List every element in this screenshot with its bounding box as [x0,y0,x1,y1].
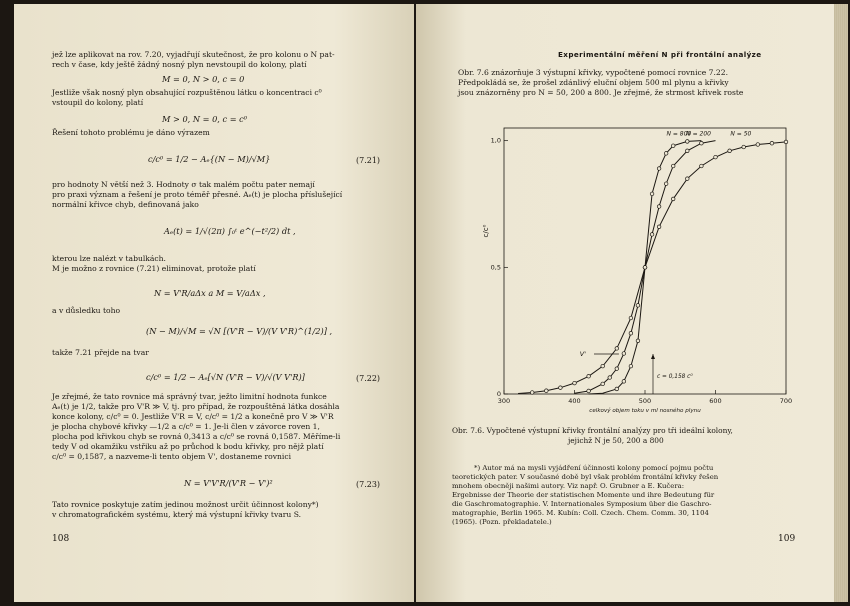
equation: M = 0, N > 0, c = 0 [162,74,245,84]
footnote-line: mnohem obecněji našimi autory. Viz např. O. Grubner a E. Kučera: [452,482,685,490]
y-axis-label: c/c⁰ [482,224,490,238]
book-edge [834,4,848,602]
data-point [671,164,675,168]
equation: (N − M)/√M = √N [(V'R − V)/(V V'R)^(1/2)] , [146,326,333,336]
data-point [622,352,626,356]
text-line: jsou znázorněny pro N = 50, 200 a 800. Je zřejmé, že strmost křivek roste [458,88,744,97]
x-tick-label: 600 [709,397,722,405]
data-point [601,364,605,368]
text-line: M je možno z rovnice (7.21) eliminovat, protože platí [52,264,256,273]
figure-caption: Obr. 7.6. Vypočtené výstupní křivky frontální analýzy pro tři ideální kolony, [452,426,733,435]
x-tick-label: 300 [497,397,511,405]
x-axis-label: celkový objem toku v ml nosného plynu [589,408,701,414]
data-point [636,339,640,343]
data-point [545,389,549,393]
footnote-line: die Gaschromatographie. V. Internationales Symposium über die Gaschro- [452,500,712,508]
data-point [664,152,668,156]
series-label: N = 800 [666,130,692,138]
data-point [657,167,661,171]
text-line: tedy V od okamžiku vstřiku až po průchod k bodu křivky, pro nějž platí [52,442,324,451]
text-line: plocha pod křivkou chyb se rovná 0,3413 a c/c⁰ se rovná 0,1587. Měříme-li [52,432,341,441]
page-number: 108 [52,534,70,544]
text-line: rech v čase, kdy ještě žádný nosný plyn nevstoupil do kolony, platí [52,60,307,69]
footnote-line: *) Autor má na mysli vyjádření účinnosti kolony pomocí pojmu počtu [474,464,714,472]
data-point [686,140,690,144]
text-line: Jestliže však nosný plyn obsahující rozpuštěnou látku o koncentraci c⁰ [52,88,322,97]
v-prime-label: V' [579,349,586,358]
data-point [629,331,633,335]
data-point [629,316,633,320]
footnote-line: (1965). (Pozn. překladatele.) [452,518,552,526]
equation: N = V'V'R/(V'R − V')² [184,478,273,488]
footnote-line: Ergebnisse der Theorie der statistischen Momente und ihre Bedeutung für [452,491,715,499]
data-point [629,364,633,368]
data-point [573,381,577,385]
x-tick-label: 700 [779,397,793,405]
data-point [770,141,774,145]
text-line: vstoupil do kolony, platí [52,98,144,107]
text-line: a v důsledku toho [52,306,121,315]
equation-number: (7.23) [356,480,381,489]
equation: N = V'R/aΔx a M = V/aΔx , [154,288,266,298]
series-label: N = 50 [730,130,752,138]
data-point [686,177,690,181]
data-point [615,347,619,351]
text-line: takže 7.21 přejde na tvar [52,348,149,357]
left-page [14,4,414,602]
x-tick-label: 500 [638,397,652,405]
data-point [559,386,563,390]
data-point [587,389,591,393]
text-line: Je zřejmé, že tato rovnice má správný tvar, ježto limitní hodnota funkce [52,392,327,401]
equation: M > 0, N = 0, c = c⁰ [162,114,248,124]
series-line [518,142,786,394]
c-level-arrowhead [651,354,655,359]
data-point [657,225,661,229]
figure-caption: jejichž N je 50, 200 a 800 [568,436,664,445]
data-point [657,205,661,209]
data-point [714,155,718,159]
text-line: konce kolony, c/c⁰ = 0. Jestliže V'R = V, c/c⁰ = 1/2 a konečně pro V ≫ V'R [52,412,334,421]
equation: c/c⁰ = 1/2 − Aₑ{(N − M)/√M} [148,154,271,164]
data-point [643,266,647,270]
data-point [671,144,675,148]
data-point [664,182,668,186]
text-line: jež lze aplikovat na rov. 7.20, vyjadřují skutečnost, že pro kolonu o N pat- [52,50,335,59]
text-line: Předpokládá se, že prošel zdánlivý eluční objem 500 ml plynu a křivky [458,78,729,87]
text-line: pro hodnoty N větší než 3. Hodnoty σ tak malém počtu pater nemají [52,180,315,189]
data-point [615,387,619,391]
page-number: 109 [778,534,796,544]
data-point [700,141,704,145]
data-point [530,391,534,395]
data-point [686,149,690,153]
data-point [636,304,640,308]
data-point [615,367,619,371]
equation-number: (7.22) [356,374,381,383]
plot-frame [504,128,786,394]
frontal-analysis-chart [478,112,796,422]
text-line: kterou lze nalézt v tabulkách. [52,254,166,263]
data-point [650,233,654,237]
y-tick-label: 1,0 [490,136,501,145]
y-tick-label: 0 [496,390,501,398]
data-point [587,374,591,378]
text-line: c/c⁰ = 0,1587, a nazveme-li tento objem V', dostaneme rovnici [52,452,292,461]
equation: c/c⁰ = 1/2 − Aₑ[√N (V'R − V)/√(V V'R)] [146,372,305,382]
data-point [784,140,788,144]
data-point [608,376,612,380]
text-line: Řešení tohoto problému je dáno výrazem [52,128,210,137]
right-page [416,4,834,602]
data-point [700,164,704,168]
text-line: Obr. 7.6 znázorňuje 3 výstupní křivky, vypočtené pomocí rovnice 7.22. [458,68,728,77]
data-point [671,197,675,201]
data-point [622,380,626,384]
text-line: normální křivce chyb, definovaná jako [52,200,199,209]
running-header: Experimentální měření N při frontální analýze [558,50,762,59]
footnote-line: teoretických pater. V současné době byl však problém frontální křivky řešen [452,473,719,481]
text-line: v chromatografickém systému, který má výstupní křivky tvaru S. [52,510,302,519]
data-point [728,149,732,153]
x-tick-label: 400 [568,397,581,405]
text-line: pro praxi význam a řešení je proto téměř přesné. Aₑ(t) je plocha příslušející [52,190,343,199]
c-level-label: c = 0,158 c⁰ [657,373,693,380]
text-line: Aₑ(t) je 1/2, takže pro V'R ≫ V, tj. pro případ, že rozpouštěná látka dosáhla [52,402,340,411]
data-point [742,145,746,149]
footnote-line: matographie, Berlin 1965. M. Kubín: Coll. Czech. Chem. Comm. 30, 1104 [452,509,709,517]
text-line: Tato rovnice poskytuje zatím jedinou možnost určit účinnost kolony*) [52,500,319,509]
data-point [601,382,605,386]
data-point [756,143,760,147]
equation: Aₑ(t) = 1/√(2π) ∫₀ᵗ e^(−t²/2) dt , [164,226,296,236]
text-line: je plocha chybové křivky —1/2 a c/c⁰ = 1. Je-li člen v závorce roven 1, [52,422,320,431]
equation-number: (7.21) [356,156,381,165]
data-point [650,192,654,196]
y-tick-label: 0,5 [490,263,501,272]
series-label: N = 200 [686,130,711,138]
